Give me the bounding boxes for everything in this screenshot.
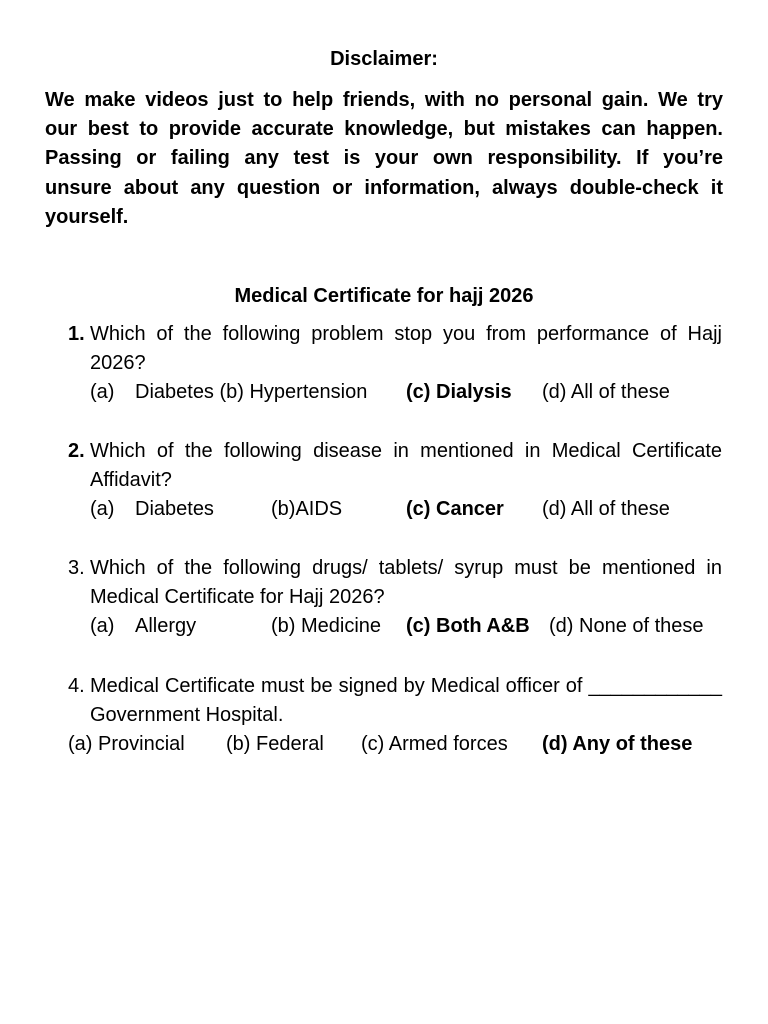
- option-a: (a): [90, 498, 115, 521]
- question-body: Which of the following drugs/ tablets/ syrup must be mentioned in Medical Certificate for Hajj 2026?: [90, 557, 722, 609]
- option-c-answer: (c) Both A&B: [406, 615, 530, 638]
- disclaimer-body: [45, 86, 723, 232]
- option-c-answer: (c) Dialysis: [406, 381, 512, 404]
- question-text: [68, 320, 722, 378]
- option-a-text: Diabetes: [135, 498, 214, 521]
- option-b: (b)AIDS: [271, 498, 343, 521]
- question-number: 1.: [68, 323, 85, 345]
- question-text: [68, 554, 722, 612]
- question-body: Which of the following disease in mentioned in Medical Certificate Affidavit?: [90, 440, 722, 492]
- question-1: [68, 320, 722, 407]
- option-a-text: Allergy: [135, 615, 197, 638]
- disclaimer-line: We make videos just to help friends, with no personal gain. We try: [45, 89, 723, 111]
- question-number: 4.: [68, 675, 85, 697]
- question-body: Which of the following problem stop you from performance of Hajj 2026?: [90, 323, 722, 375]
- disclaimer-line: yourself.: [45, 205, 129, 228]
- option-a: (a) Provincial: [68, 733, 185, 756]
- question-2: [68, 437, 722, 524]
- question-text: [68, 672, 722, 730]
- options-row: [68, 730, 722, 759]
- options-row: [68, 495, 722, 524]
- option-d-answer: (d) Any of these: [542, 733, 693, 756]
- disclaimer-line: our best to provide accurate knowledge, but mistakes can happen.: [45, 118, 723, 141]
- options-row: [68, 612, 722, 641]
- option-b: (b) Federal: [226, 733, 324, 756]
- question-number: 3.: [68, 557, 85, 579]
- option-d: (d) All of these: [542, 381, 670, 404]
- option-d: (d) All of these: [542, 498, 670, 521]
- option-c-answer: (c) Cancer: [406, 498, 504, 521]
- question-text: [68, 437, 722, 495]
- option-a: (a): [90, 381, 115, 404]
- question-4: [68, 672, 722, 759]
- question-body: Medical Certificate must be signed by Medical officer of ____________ Government Hospital.: [90, 675, 722, 727]
- option-a-b: Diabetes (b) Hypertension: [135, 381, 368, 404]
- option-b: (b) Medicine: [271, 615, 382, 638]
- disclaimer-heading: Disclaimer:: [330, 48, 438, 70]
- question-number: 2.: [68, 440, 85, 462]
- options-row: [68, 378, 722, 407]
- option-c: (c) Armed forces: [361, 733, 508, 756]
- disclaimer-line: unsure about any question or information, always double-check it: [45, 176, 723, 199]
- option-d: (d) None of these: [549, 615, 704, 638]
- question-3: [68, 554, 722, 641]
- option-a: (a): [90, 615, 115, 638]
- page-title: Medical Certificate for hajj 2026: [234, 285, 534, 307]
- disclaimer-line: Passing or failing any test is your own responsibility. If you’re: [45, 147, 723, 170]
